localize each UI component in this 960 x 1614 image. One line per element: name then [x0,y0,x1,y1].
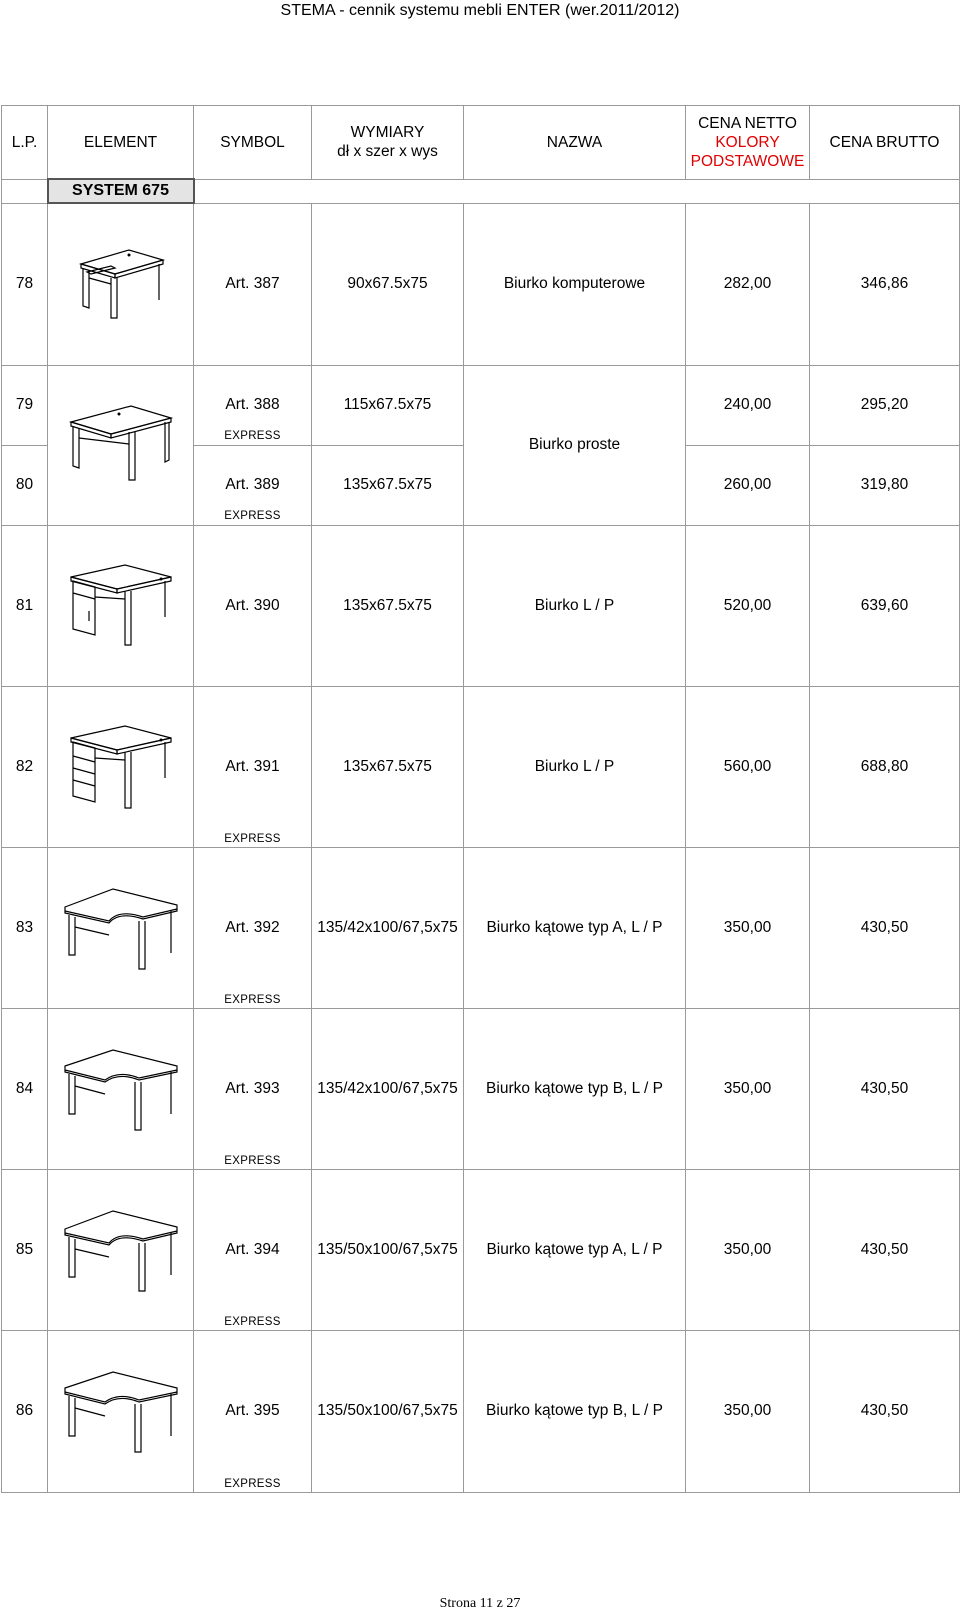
row-symbol: Art. 388 EXPRESS [194,365,312,445]
row-price-netto: 282,00 [686,203,810,365]
row-dimensions: 135/50x100/67,5x75 [312,1169,464,1330]
page-footer: Strona 11 z 27 [439,1596,521,1611]
row-price-brutto: 430,50 [810,1008,960,1169]
document-title: STEMA - cennik systemu mebli ENTER (wer.2011/2012) [280,2,680,19]
header-nazwa: NAZWA [464,106,686,180]
express-label: EXPRESS [224,993,281,1006]
header-podstawowe: PODSTAWOWE [690,152,805,170]
header-element: ELEMENT [48,106,194,180]
header-wymiary-line2: dł x szer x wys [337,143,438,161]
header-wymiary [312,106,464,180]
header-row [2,106,960,180]
header-kolory: KOLORY [715,133,780,151]
row-price-netto: 520,00 [686,525,810,686]
row-dimensions: 115x67.5x75 [312,365,464,445]
express-label: EXPRESS [224,509,281,522]
header-cena-netto [686,106,810,180]
row-price-brutto: 688,80 [810,686,960,847]
row-price-brutto: 319,80 [810,445,960,525]
row-symbol: Art. 387 [194,203,312,365]
corner-desk-a-drawing [59,1205,183,1295]
row-dimensions: 135/50x100/67,5x75 [312,1330,464,1492]
row-element-image [48,365,194,525]
row-price-brutto: 430,50 [810,847,960,1008]
row-dimensions: 135x67.5x75 [312,445,464,525]
row-name: Biurko proste [464,365,686,525]
header-lp: L.P. [2,106,48,180]
table-row [2,686,960,847]
corner-desk-a-drawing [59,883,183,973]
row-name: Biurko kątowe typ B, L / P [464,1008,686,1169]
system-label: SYSTEM 675 [48,179,194,203]
row-symbol: Art. 393 EXPRESS [194,1008,312,1169]
straight-desk-drawing [65,400,177,490]
row-price-netto: 350,00 [686,847,810,1008]
row-symbol: Art. 394 EXPRESS [194,1169,312,1330]
row-dimensions: 135/42x100/67,5x75 [312,847,464,1008]
row-lp: 83 [2,847,48,1008]
row-price-netto: 350,00 [686,1330,810,1492]
row-price-brutto: 346,86 [810,203,960,365]
table-row [2,203,960,365]
row-price-netto: 260,00 [686,445,810,525]
row-element-image [48,1330,194,1492]
table-row [2,1330,960,1492]
row-name: Biurko L / P [464,686,686,847]
header-cena-brutto: CENA BRUTTO [810,106,960,180]
row-dimensions: 135x67.5x75 [312,525,464,686]
corner-desk-b-drawing [59,1044,183,1134]
table-row [2,1008,960,1169]
table-row [2,365,960,445]
row-price-netto: 240,00 [686,365,810,445]
price-table [1,105,960,1493]
row-element-image [48,1008,194,1169]
row-dimensions: 135/42x100/67,5x75 [312,1008,464,1169]
express-label: EXPRESS [224,1477,281,1490]
row-lp: 78 [2,203,48,365]
table-row [2,1169,960,1330]
row-dimensions: 90x67.5x75 [312,203,464,365]
express-label: EXPRESS [224,832,281,845]
row-price-netto: 350,00 [686,1008,810,1169]
row-name: Biurko komputerowe [464,203,686,365]
row-lp: 79 [2,365,48,445]
row-element-image [48,686,194,847]
row-symbol: Art. 395 EXPRESS [194,1330,312,1492]
row-name: Biurko L / P [464,525,686,686]
row-element-image [48,525,194,686]
row-symbol: Art. 391 EXPRESS [194,686,312,847]
row-price-brutto: 295,20 [810,365,960,445]
row-element-image [48,203,194,365]
row-symbol: Art. 389 EXPRESS [194,445,312,525]
row-name: Biurko kątowe typ A, L / P [464,847,686,1008]
row-lp: 81 [2,525,48,686]
row-name: Biurko kątowe typ A, L / P [464,1169,686,1330]
row-price-brutto: 430,50 [810,1330,960,1492]
express-label: EXPRESS [224,1154,281,1167]
express-label: EXPRESS [224,429,281,442]
header-cena-netto-label: CENA NETTO [698,114,797,132]
row-price-netto: 560,00 [686,686,810,847]
header-wymiary-line1: WYMIARY [350,124,425,142]
row-price-brutto: 430,50 [810,1169,960,1330]
row-name: Biurko kątowe typ B, L / P [464,1330,686,1492]
row-element-image [48,1169,194,1330]
table-row [2,525,960,686]
row-lp: 84 [2,1008,48,1169]
row-lp: 82 [2,686,48,847]
row-price-netto: 350,00 [686,1169,810,1330]
row-lp: 85 [2,1169,48,1330]
row-symbol: Art. 392 EXPRESS [194,847,312,1008]
system-row [2,179,960,203]
row-element-image [48,847,194,1008]
computer-desk-drawing [71,244,171,324]
row-dimensions: 135x67.5x75 [312,686,464,847]
row-lp: 80 [2,445,48,525]
desk-with-drawers-drawing [65,722,177,812]
table-row [2,847,960,1008]
row-price-brutto: 639,60 [810,525,960,686]
express-label: EXPRESS [224,1315,281,1328]
header-symbol: SYMBOL [194,106,312,180]
row-symbol: Art. 390 [194,525,312,686]
row-lp: 86 [2,1330,48,1492]
desk-with-cabinet-drawing [65,561,177,651]
corner-desk-b-drawing [59,1366,183,1456]
